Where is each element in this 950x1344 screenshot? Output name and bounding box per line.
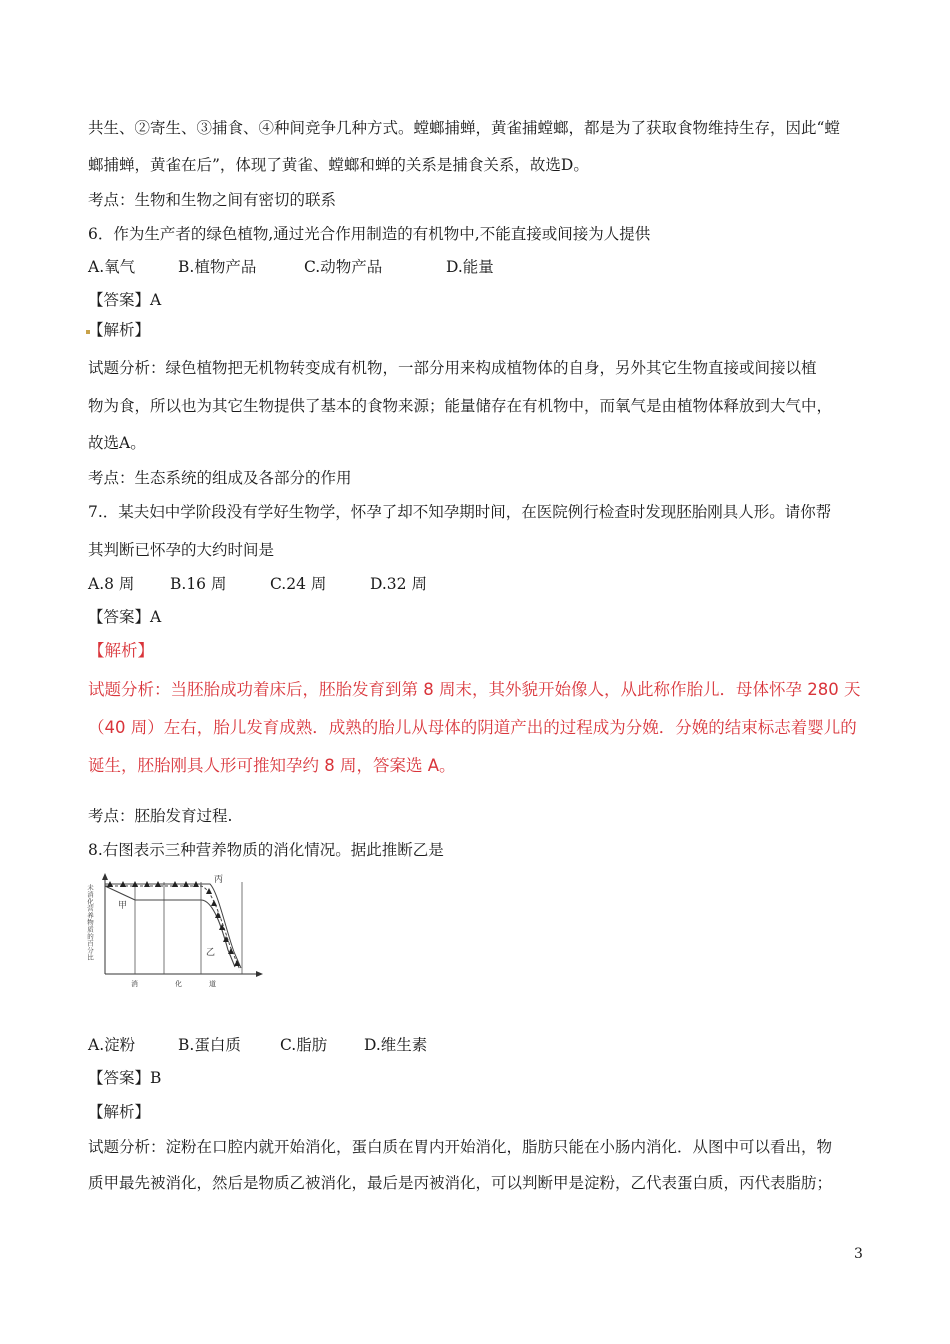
question-8-options — [88, 1035, 427, 1055]
text-line: 螂捕蝉，黄雀在后”，体现了黄雀、螳螂和蝉的关系是捕食关系，故选D。 — [88, 156, 589, 174]
text-line: 共生、②寄生、③捕食、④种间竞争几种方式。螳螂捕蝉，黄雀捕螳螂，都是为了获取食物维持生存，因此“螳 — [88, 119, 840, 137]
analysis-line: 试题分析：绿色植物把无机物转变成有机物，一部分用来构成植物体的自身，另外其它生物直接或间接以植 — [88, 359, 817, 377]
analysis-line: 质甲最先被消化，然后是物质乙被消化，最后是丙被消化，可以判断甲是淀粉，乙代表蛋白质，丙代表脂肪； — [88, 1174, 833, 1192]
triangle-marker — [211, 900, 217, 906]
answer-line: 【答案】A — [88, 608, 162, 626]
answer-line: 【答案】A — [88, 291, 162, 309]
kaodian-line: 考点：胚胎发育过程. — [88, 807, 233, 825]
question-7-cont: 其判断已怀孕的大约时间是 — [88, 541, 275, 559]
question-6-options — [88, 257, 494, 277]
option-d: D.32 周 — [370, 575, 427, 593]
question-8: 8.右图表示三种营养物质的消化情况。据此推断乙是 — [88, 841, 444, 859]
digestion-chart — [88, 870, 268, 990]
series-yi-line — [105, 886, 240, 970]
jiexi-heading: 【解析】 — [88, 1103, 151, 1121]
series-label-bing: 丙 — [214, 875, 224, 885]
series-label-yi: 乙 — [206, 948, 216, 958]
kaodian-line: 考点：生物和生物之间有密切的联系 — [88, 191, 337, 209]
option-d: D.维生素 — [364, 1036, 428, 1054]
option-c: C.24 周 — [270, 575, 327, 593]
analysis-line: 试题分析：淀粉在口腔内就开始消化，蛋白质在胃内开始消化，脂肪只能在小肠内消化．从图中可以看出，物 — [88, 1138, 833, 1156]
kaodian-line: 考点：生态系统的组成及各部分的作用 — [88, 469, 352, 487]
triangle-marker — [206, 888, 212, 894]
x-tick-label: 化 — [175, 980, 182, 988]
jiexi-heading: 【解析】 — [88, 321, 151, 339]
analysis-line: 故选A。 — [88, 434, 146, 452]
y-axis-label: 未消化营养物质的百分比 — [86, 884, 94, 961]
y-axis-arrow — [102, 873, 108, 880]
analysis-line: 试题分析：当胚胎成功着床后，胚胎发育到第 8 周末，其外貌开始像人，从此称作胎儿．母体怀孕 280 天 — [88, 680, 861, 699]
analysis-line: 物为食，所以也为其它生物提供了基本的食物来源；能量储存在有机物中，而氧气是由植物体释放到大气中， — [88, 397, 833, 415]
option-d: D.能量 — [446, 258, 494, 276]
x-tick-label: 道 — [209, 980, 216, 988]
question-7-options — [88, 574, 427, 594]
option-a: A.淀粉 — [88, 1036, 136, 1054]
option-b: B.蛋白质 — [178, 1036, 241, 1054]
question-6: 6．作为生产者的绿色植物,通过光合作用制造的有机物中,不能直接或间接为人提供 — [88, 225, 651, 243]
series-jia-line — [105, 886, 235, 967]
answer-line: 【答案】B — [88, 1069, 162, 1087]
option-c: C.脂肪 — [280, 1036, 328, 1054]
page-number: 3 — [854, 1246, 863, 1262]
option-b: B.16 周 — [170, 575, 227, 593]
option-b: B.植物产品 — [178, 258, 257, 276]
question-7: 7.．某夫妇中学阶段没有学好生物学，怀孕了却不知孕期时间，在医院例行检查时发现胚胎刚具人形。请你帮 — [88, 503, 832, 521]
series-label-jia: 甲 — [118, 901, 128, 911]
option-c: C.动物产品 — [304, 258, 383, 276]
jiexi-heading: 【解析】 — [88, 641, 154, 660]
analysis-line: 诞生，胚胎刚具人形可推知孕约 8 周，答案选 A。 — [88, 756, 456, 775]
analysis-line: （40 周）左右，胎儿发育成熟．成熟的胎儿从母体的阴道产出的过程成为分娩．分娩的结束标志着婴儿的 — [88, 718, 857, 737]
x-axis-arrow — [256, 971, 263, 977]
x-tick-label: 消 — [131, 980, 138, 988]
option-a: A.8 周 — [88, 575, 135, 593]
option-a: A.氧气 — [88, 258, 136, 276]
